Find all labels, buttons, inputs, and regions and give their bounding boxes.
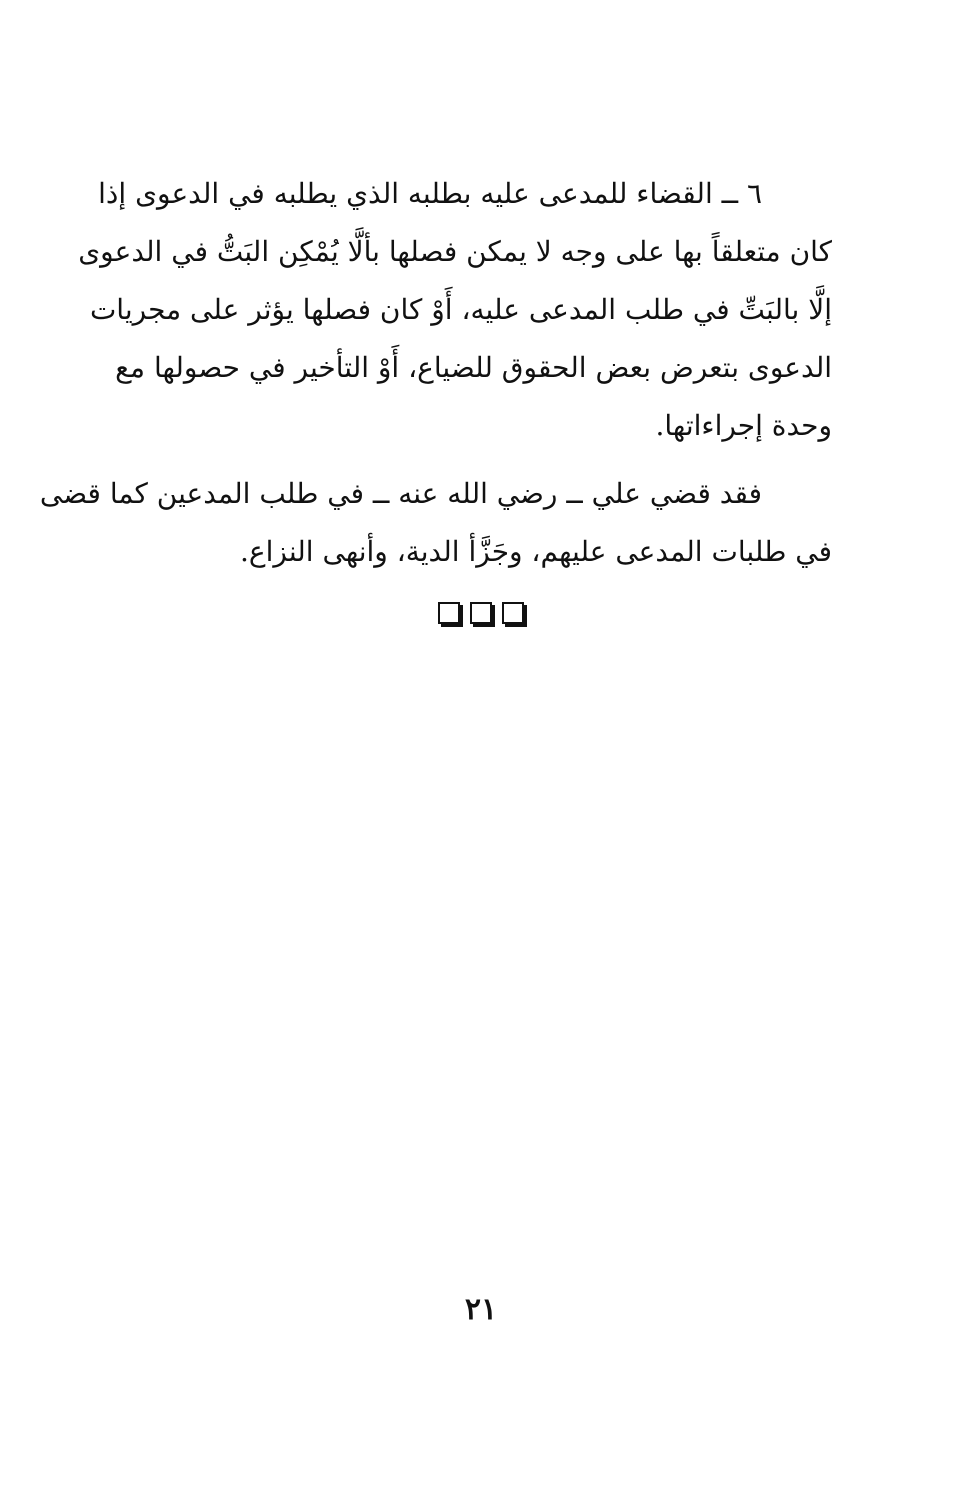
text-line: الدعوى بتعرض بعض الحقوق للضياع، أَوْ التأخير في حصولها مع bbox=[115, 351, 832, 384]
text-line: وحدة إجراءاتها. bbox=[655, 409, 832, 442]
square-bullet-icon bbox=[502, 602, 524, 624]
square-bullet-icon bbox=[438, 602, 460, 624]
body-text bbox=[39, 165, 832, 581]
square-bullet-icon bbox=[470, 602, 492, 624]
text-line: كان متعلقاً بها على وجه لا يمكن فصلها بألَّا يُمْكِن البَتُّ في الدعوى bbox=[78, 235, 832, 268]
paragraph-item-6 bbox=[78, 165, 832, 455]
page-number: ٢١ bbox=[464, 1292, 498, 1327]
paragraph-conclusion bbox=[39, 465, 832, 581]
text-line: فقد قضي علي ــ رضي الله عنه ــ في طلب المدعين كما قضى bbox=[39, 477, 762, 510]
text-line: إلَّا بالبَتِّ في طلب المدعى عليه، أَوْ كان فصلها يؤثر على مجريات bbox=[89, 293, 832, 326]
text-line: ٦ ــ القضاء للمدعى عليه بطلبه الذي يطلبه في الدعوى إذا bbox=[98, 177, 762, 210]
text-line: في طلبات المدعى عليهم، وجَزَّأ الدية، وأنهى النزاع. bbox=[239, 535, 832, 568]
section-separator bbox=[0, 602, 962, 624]
